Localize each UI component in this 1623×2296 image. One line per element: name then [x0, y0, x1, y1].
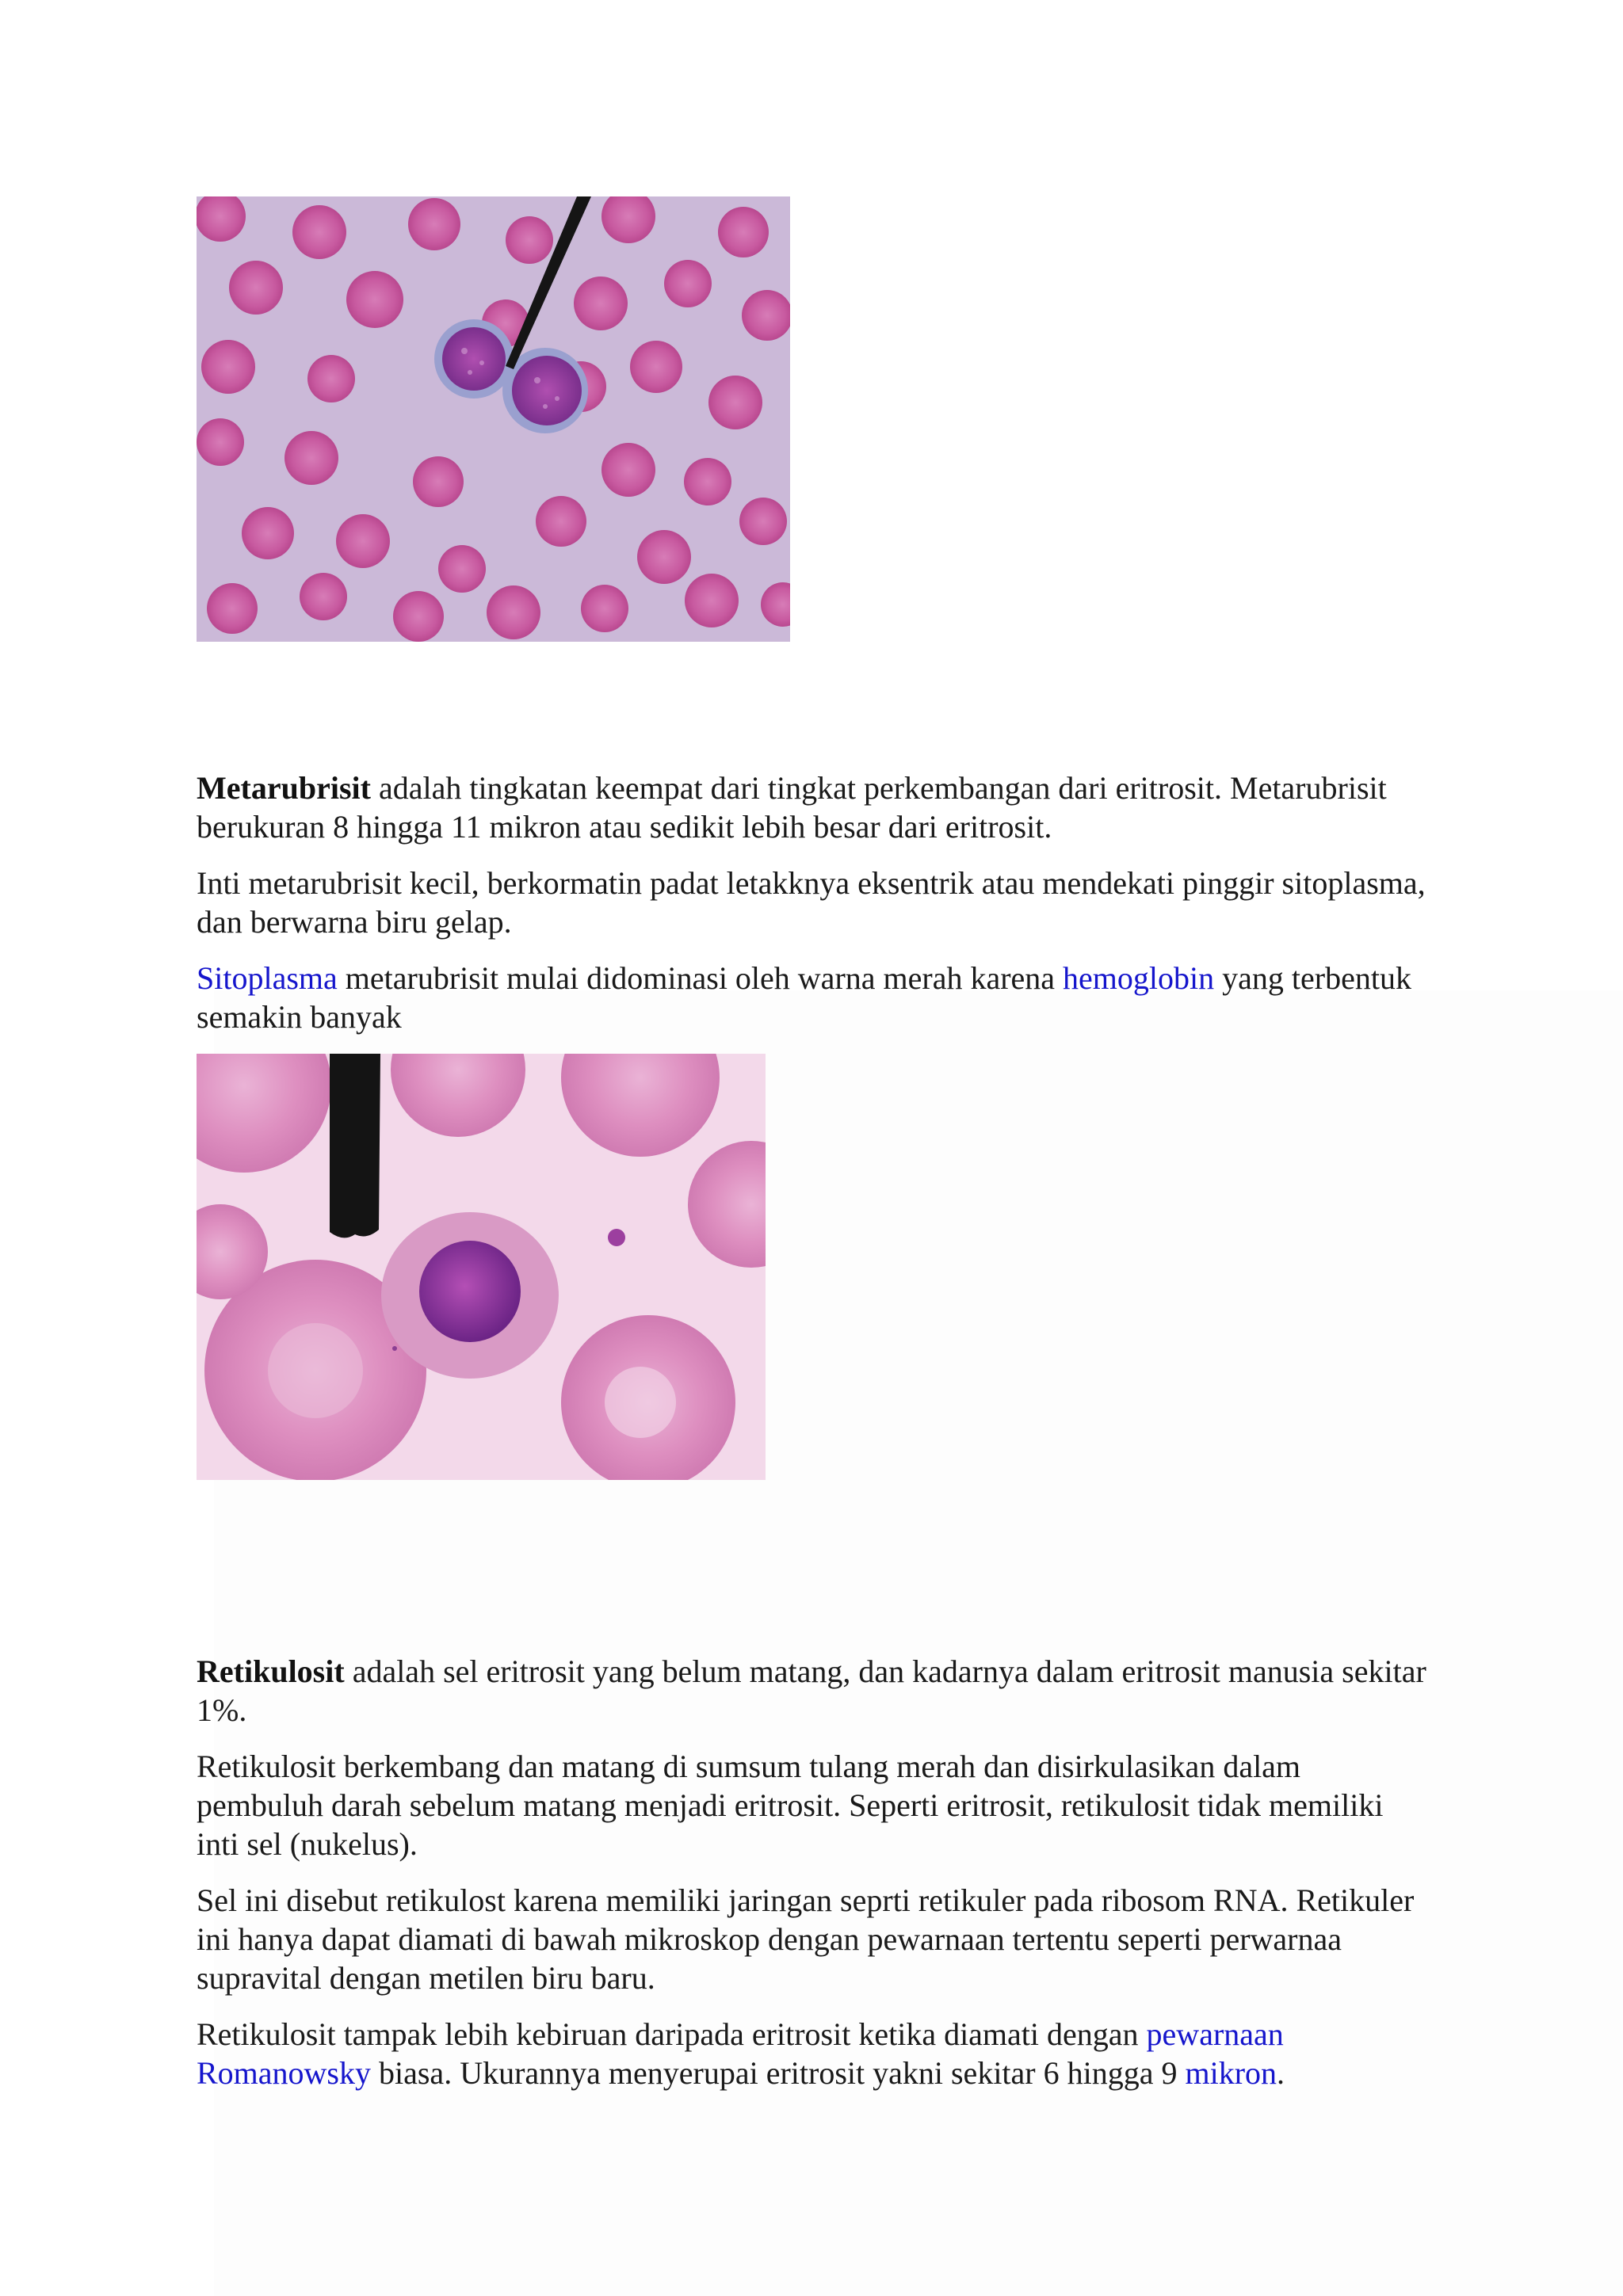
retikulosit-definition: adalah sel eritrosit yang belum matang, dan kadarnya dalam eritrosit manusia sekitar 1%. — [197, 1653, 1426, 1728]
retikulosit-paragraph-4 — [197, 2015, 1433, 2092]
pewarnaan-romanowsky-link[interactable]: pewarnaan Romanowsky — [197, 2016, 1284, 2091]
retikulosit-paragraph-4-start: Retikulosit tampak lebih kebiruan daripada eritrosit ketika diamati dengan — [197, 2016, 1147, 2052]
retikulosit-paragraph-1 — [197, 1652, 1433, 1730]
metarubrisit-paragraph-3 — [197, 959, 1433, 1036]
blood-smear-image-1 — [197, 196, 790, 642]
retikulosit-section — [197, 1652, 1433, 2110]
metarubrisit-paragraph-3-mid: metarubrisit mulai didominasi oleh warna merah karena — [337, 960, 1064, 996]
hemoglobin-link[interactable]: hemoglobin — [1063, 960, 1215, 996]
retikulosit-paragraph-2: Retikulosit berkembang dan matang di sumsum tulang merah dan disirkulasikan dalam pembuluh darah sebelum matang menjadi eritrosit. Seperti eritrosit, retikulosit tidak memiliki inti sel (nukelus). — [197, 1749, 1384, 1862]
retikulosit-paragraph-4-mid: biasa. Ukurannya menyerupai eritrosit yakni sekitar 6 hingga 9 — [371, 2055, 1186, 2091]
sitoplasma-link[interactable]: Sitoplasma — [197, 960, 338, 996]
metarubrisit-term: Metarubrisit — [197, 770, 371, 806]
metarubrisit-definition: adalah tingkatan keempat dari tingkat perkembangan dari eritrosit. Metarubrisit berukuran 8 hingga 11 mikron atau sedikit lebih besar dari eritrosit. — [197, 770, 1387, 845]
blood-smear-image-2 — [197, 1054, 766, 1480]
retikulosit-paragraph-3: Sel ini disebut retikulost karena memiliki jaringan seprti retikuler pada ribosom RNA. Retikuler ini hanya dapat diamati di bawah mikroskop dengan pewarnaan tertentu seperti perwarnaa supravital dengan metilen biru baru. — [197, 1882, 1415, 1996]
metarubrisit-paragraph-3-end: yang terbentuk semakin banyak — [197, 960, 1411, 1035]
metarubrisit-section — [197, 769, 1433, 1054]
metarubrisit-paragraph-1 — [197, 769, 1433, 846]
metarubrisit-paragraph-2: Inti metarubrisit kecil, berkormatin padat letakknya eksentrik atau mendekati pinggir sitoplasma, dan berwarna biru gelap. — [197, 865, 1426, 940]
mikron-link[interactable]: mikron — [1185, 2055, 1277, 2091]
retikulosit-term: Retikulosit — [197, 1653, 345, 1689]
retikulosit-paragraph-4-end: . — [1277, 2055, 1285, 2091]
